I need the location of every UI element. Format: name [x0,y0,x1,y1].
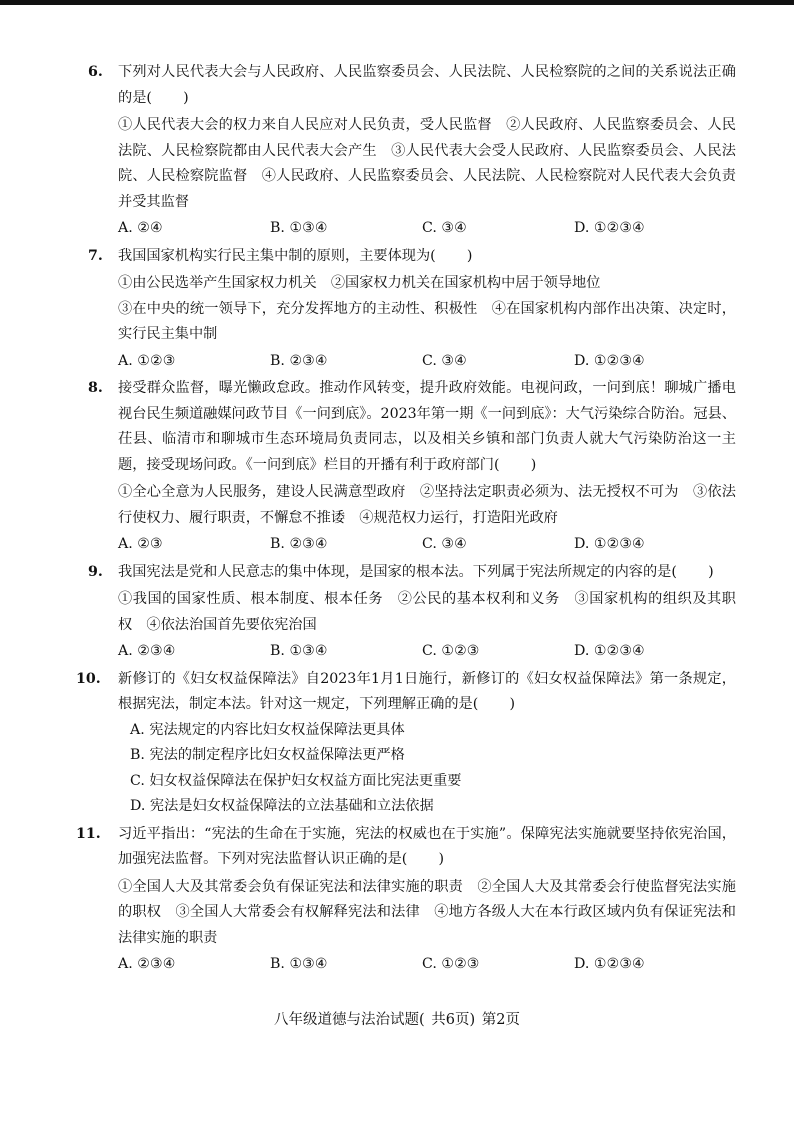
question-number: 6. [88,64,103,80]
option-d: D. ①②③④ [574,352,645,369]
statement: ②坚持法定职责必须为、法无授权不可为 [419,484,679,500]
question-stem: 新修订的《妇女权益保障法》自2023年1月1日施行，新修订的《妇女权益保障法》第一条规定，根据宪法，制定本法。针对这一规定，下列理解正确的是( ) [118,670,736,712]
option-b: B. ①③④ [270,956,328,972]
statement: ④规范权力运行，打造阳光政府 [359,509,558,526]
option-row [118,532,736,558]
question-6 [88,60,736,242]
option-b: B. ②③④ [270,536,328,552]
question-stem: 习近平指出：“宪法的生命在于实施，宪法的权威也在于实施”。保障宪法实施就要坚持依宪治国，加强宪法监督。下列对宪法监督认识正确的是( ) [118,825,736,867]
statement: ②公民的基本权利和义务 [397,591,560,607]
option-c: C. ①②③ [422,643,480,659]
statement: ①由公民选举产生国家权力机关 [118,275,317,291]
question-number: 9. [88,563,103,580]
exam-page [76,60,736,980]
statement: ④在国家机构内部作出决策、决定时，实行民主集中制 [118,300,736,342]
option-row [118,952,736,978]
statement: ①人民代表大会的权力来自人民应对人民负责，受人民监督 [118,117,492,133]
option-c: C. ③④ [422,220,467,236]
question-stem: 下列对人民代表大会与人民政府、人民监察委员会、人民法院、人民检察院的之间的关系说法正确的是( ) [118,64,736,106]
question-number: 8. [88,380,103,396]
option-a: A. ②④ [118,220,163,236]
option-d: D. ①②③④ [574,643,645,659]
option-b: B. ②③④ [270,352,328,369]
question-number: 11. [76,825,101,842]
option-d: D. ①②③④ [574,536,645,552]
option-b: B. 宪法的制定程序比妇女权益保障法更严格 [130,747,405,763]
question-stem: 我国国家机构实行民主集中制的原则，主要体现为( ) [118,247,473,264]
question-7 [88,244,736,375]
option-row [118,349,736,375]
page-footer [0,1008,794,1029]
statement: ③国家机构的组织及其职权 [118,591,736,633]
statement: ④地方各级人大在本行政区域内负有保证宪法和法律实施的职责 [118,904,736,946]
option-row [118,216,736,242]
question-10 [76,667,736,820]
statement-list [118,480,736,531]
statement-list [118,587,736,638]
statement-list [118,875,736,952]
statement: ②国家权力机关在国家机构中居于领导地位 [330,275,601,291]
option-row [118,639,736,665]
footer-total-pages: 共6页) [431,1012,476,1028]
option-c: C. ③④ [422,536,467,552]
statement: ④人民政府、人民监察委员会、人民法院、人民检察院对人民代表大会负责并受其监督 [118,168,736,210]
option-d: D. ①②③④ [574,220,645,236]
question-stem: 接受群众监督，曝光懒政怠政。推动作风转变，提升政府效能。电视问政，一问到底！聊城广播电视台民生频道融媒问政节目《一问到底》。2023年第一期《一问到底》：大气污染综合防治。冠县、茌县、临清市和聊城市生态环境局负责同志，以及相关乡镇和部门负责人就大气污染防治这一主题，接受现场问政。《一问到底》栏目的开播有利于政府部门( ) [118,380,736,473]
statement: ③在中央的统一领导下，充分发挥地方的主动性、积极性 [118,300,478,317]
option-a: A. ②③④ [118,956,176,972]
statement: ②全国人大及其常委会行使监督宪法实施的职权 [118,878,736,920]
statement: ②人民政府、人民监察委员会、人民法院、人民检察院都由人民代表大会产生 [118,117,736,159]
statement: ①全心全意为人民服务，建设人民满意型政府 [118,484,406,500]
statement: ④依法治国首先要依宪治国 [146,616,317,633]
option-c: C. 妇女权益保障法在保护妇女权益方面比宪法更重要 [130,772,462,789]
statement: ③全国人大常委会有权解释宪法和法律 [175,904,420,920]
question-stem: 我国宪法是党和人民意志的集中体现，是国家的根本法。下列属于宪法所规定的内容的是( ) [118,563,714,580]
question-number: 7. [88,247,103,264]
option-b: B. ①③④ [270,220,328,236]
footer-title: 八年级道德与法治试题( [274,1012,425,1028]
option-c: C. ①②③ [422,956,480,972]
statement: ①全国人大及其常委会负有保证宪法和法律实施的职责 [118,878,464,895]
option-a: A. ②③④ [118,643,176,659]
option-d: D. 宪法是妇女权益保障法的立法基础和立法依据 [130,798,434,814]
option-a: A. ②③ [118,536,163,552]
footer-page-number: 第2页 [481,1012,520,1028]
option-d: D. ①②③④ [574,956,645,972]
question-11 [76,822,736,978]
statement-list [118,271,736,348]
option-a: A. ①②③ [118,352,176,369]
statement-list [118,113,736,215]
question-number: 10. [76,670,101,687]
option-c: C. ③④ [422,352,467,369]
statement: ③人民代表大会受人民政府、人民监察委员会、人民法院、人民检察院监督 [118,142,736,184]
question-9 [88,560,736,665]
option-a: A. 宪法规定的内容比妇女权益保障法更具体 [130,721,405,738]
option-b: B. ①③④ [270,643,328,659]
statement: ③依法行使权力、履行职责，不懈怠不推诿 [118,484,736,526]
statement: ①我国的国家性质、根本制度、根本任务 [118,591,384,607]
scan-top-edge [0,0,794,5]
question-8 [88,376,736,558]
